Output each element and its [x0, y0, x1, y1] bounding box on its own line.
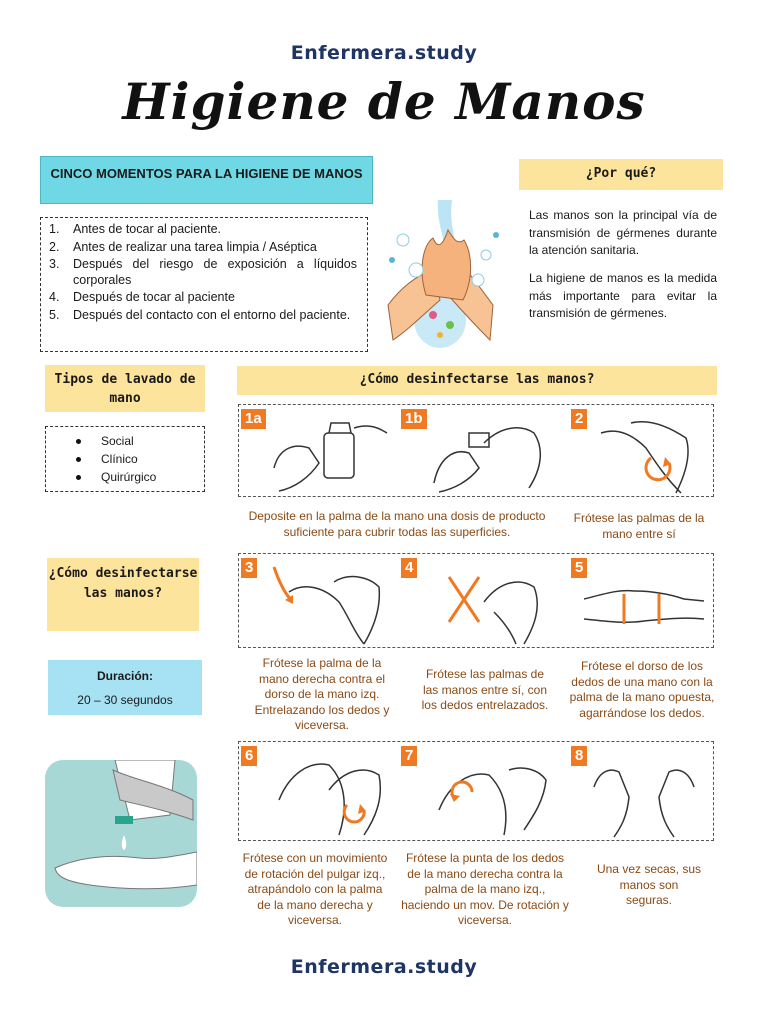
step-4 [399, 554, 569, 647]
washing-hands-icon [378, 200, 508, 350]
duracion-label: Duración: [96, 669, 153, 683]
caption-3: Frótese la palma de la mano derecha contra el dorso de la mano izq. Entrelazando los dedos y viceversa. [254, 656, 390, 732]
list-item: 2. Antes de realizar una tarea limpia / Aséptica [49, 239, 317, 254]
hand-step-icon [269, 413, 389, 493]
hand-step-icon [424, 413, 554, 493]
caption-5: Frótese el dorso de los dedos de una mano con la palma de la mano opuesta, agarrándose los dedos. [569, 659, 715, 720]
step-badge: 4 [401, 558, 417, 578]
page-title: Higiene de Manos [122, 72, 646, 131]
como-side-title: ¿Cómo desinfectarse las manos? [47, 558, 199, 631]
caption-7: Frótese la punta de los dedos de la mano derecha contra la palma de la mano izq., haciendo un mov. De rotación y viceversa. [401, 851, 569, 927]
duracion-box [48, 660, 202, 715]
step-5 [569, 554, 713, 647]
step-6 [239, 742, 399, 840]
step-3 [239, 554, 399, 647]
step-1b [399, 405, 569, 496]
step-badge: 1a [241, 409, 266, 429]
momentos-title: CINCO MOMENTOS PARA LA HIGIENE DE MANOS [40, 156, 373, 204]
step-1a [239, 405, 399, 496]
sanitizer-dispenser-icon [45, 760, 197, 907]
step-badge: 2 [571, 409, 587, 429]
caption-4: Frótese las palmas de las manos entre sí, con los dedos entrelazados. [421, 667, 549, 712]
caption-1: Deposite en la palma de la mano una dosis de producto suficiente para cubrir todas las superficies. [248, 509, 546, 539]
step-badge: 7 [401, 746, 417, 766]
momentos-list [40, 217, 368, 352]
hand-step-icon [269, 562, 389, 646]
list-item: 4. Después de tocar al paciente [49, 290, 235, 304]
step-badge: 1b [401, 409, 427, 429]
list-item: 5. Después del contacto con el entorno del paciente. [49, 307, 351, 322]
porque-text-2: La higiene de manos es la medida más importante para evitar la transmisión de gérmenes. [529, 271, 717, 320]
list-item: 1. Antes de tocar al paciente. [49, 222, 222, 236]
hand-step-icon [591, 413, 701, 495]
caption-6: Frótese con un movimiento de rotación del pulgar izq., atrapándolo con la palma de la mano derecha y viceversa. [242, 851, 388, 927]
porque-title: ¿Por qué? [519, 159, 723, 190]
tipos-title: Tipos de lavado de mano [45, 365, 205, 412]
hand-step-icon [584, 569, 704, 639]
como-title: ¿Cómo desinfectarse las manos? [237, 366, 717, 395]
step-badge: 8 [571, 746, 587, 766]
step-badge: 3 [241, 558, 257, 578]
list-item: Clínico [76, 450, 204, 468]
duracion-value: 20 – 30 segundos [77, 693, 173, 707]
step-badge: 6 [241, 746, 257, 766]
hand-step-icon [424, 750, 554, 838]
rotation-arrow-icon [344, 804, 366, 822]
list-item: Social [76, 432, 204, 450]
brand-logo-bottom: Enfermera.study [290, 956, 478, 978]
hand-step-icon [589, 752, 699, 838]
porque-text-1: Las manos son la principal vía de transmisión de gérmenes durante la atención sanitaria. [529, 208, 717, 257]
rotation-arrow-icon [450, 782, 472, 802]
steps-row-3 [238, 741, 714, 841]
steps-row-2 [238, 553, 714, 648]
tipos-list [45, 426, 205, 492]
step-2 [569, 405, 713, 496]
caption-8: Una vez secas, sus manos son seguras. [596, 862, 702, 907]
step-7 [399, 742, 569, 840]
step-8 [569, 742, 713, 840]
brand-logo-top: Enfermera.study [290, 42, 478, 64]
steps-row-1 [238, 404, 714, 497]
hand-step-icon [269, 750, 389, 838]
list-item: 3. Después del riesgo de exposición a líquidos corporales [49, 257, 357, 287]
step-badge: 5 [571, 558, 587, 578]
rotation-arrow-icon [646, 457, 671, 480]
hand-step-icon [424, 562, 554, 646]
caption-2: Frótese las palmas de la mano entre sí [573, 511, 705, 541]
list-item: Quirúrgico [76, 468, 204, 486]
